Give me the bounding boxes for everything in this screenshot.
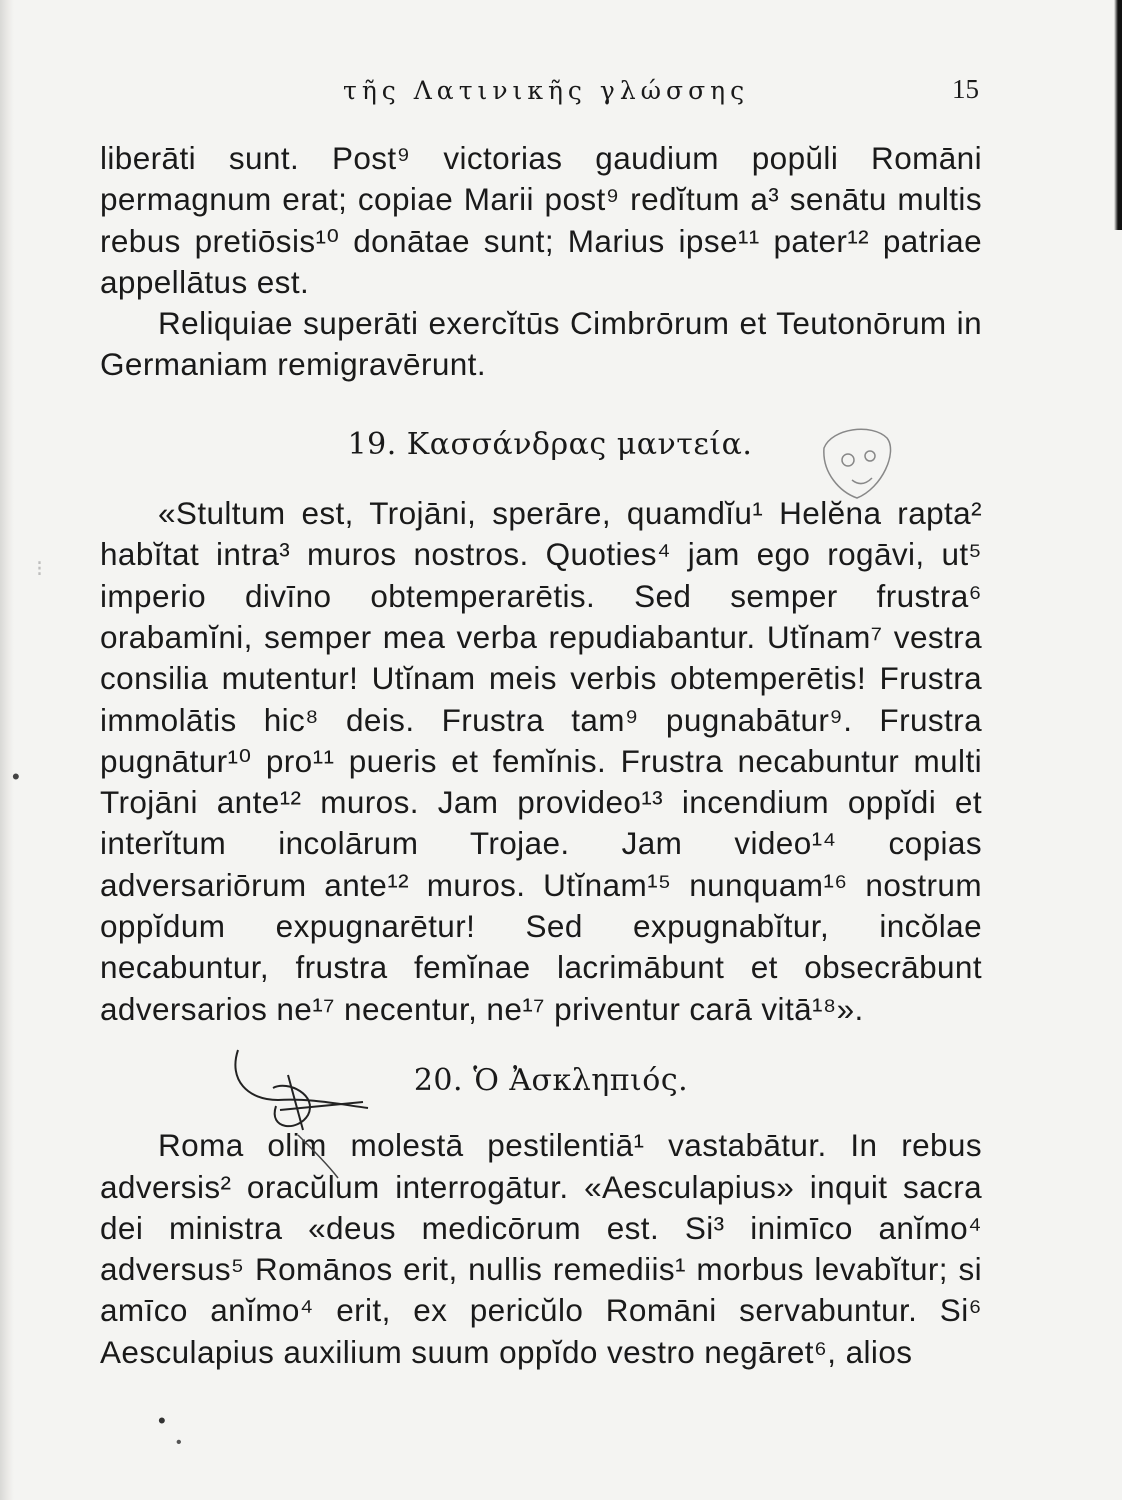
page-body bbox=[100, 138, 982, 1373]
section-19-title: 19. Κασσάνδρας μαντεία. bbox=[347, 426, 753, 462]
continuation-paragraph-2: Reliquiae superāti exercĭtūs Cimbrōrum et Teutonōrum in Germaniam remigravērunt. bbox=[100, 305, 982, 383]
left-margin-mark: • bbox=[12, 764, 20, 789]
page-right-shadow bbox=[1100, 0, 1122, 230]
running-title: τῆς Λατινικῆς γλώσσης bbox=[343, 76, 750, 105]
section-19-paragraph: «Stultum est, Trojāni, sperāre, quamdĭu¹ Helĕna rapta² habĭtat intra³ muros nostros. Quoties⁴ jam ego rogāvi, ut⁵ imperio divīno obtemperarētis. Sed semper frustra⁶ orabamĭni, semper mea verba repudiabantur. Utĭnam⁷ vestra consilia mutentur! Utĭnam meis verbis obtemperētis! Frustra immolātis hic⁸ deis. Frustra tam⁹ pugnabātur⁹. Frustra pugnātur¹⁰ pro¹¹ pueris et femĭnis. Frustra necabuntur multi Trojāni ante¹² muros. Jam provideo¹³ incendium oppĭdi et interĭtum incolārum Trojae. Jam video¹⁴ copias adversariōrum ante¹² muros. Utĭnam¹⁵ nunquam¹⁶ nostrum oppĭdum expugnarētur! Sed expugnabĭtur, incŏlae necabuntur, frustra femĭnae lacrimābunt et obsecrābunt adversarios ne¹⁷ necentur, ne¹⁷ priventur carā vitā¹⁸». bbox=[100, 495, 982, 1027]
section-20-paragraph: Roma olim molestā pestilentiā¹ vastabātur. In rebus adversis² oracŭlum interrogātur. «Aesculapius» inquit sacra dei ministra «deus medicōrum est. Si³ inimīco anĭmo⁴ adversus⁵ Romānos erit, nullis remediis¹ morbus levabĭtur; si amīco anĭmo⁴ erit, ex pericŭlo Romāni servabuntur. Si⁶ Aesculapius auxilium suum oppĭdo vestro negāret⁶, alios bbox=[100, 1127, 982, 1370]
bottom-margin-mark: • bbox=[158, 1408, 166, 1433]
section-20-title: 20. Ὁ Ἀσκληπιός. bbox=[413, 1062, 689, 1098]
left-margin-mark: ⁝ bbox=[36, 556, 43, 581]
continuation-paragraph-1: liberāti sunt. Post⁹ victorias gaudium popŭli Romāni permagnum erat; copiae Marii post⁹ redĭtum a³ senātu multis rebus pretiōsis¹⁰ donātae sunt; Marius ipse¹¹ pater¹² patriae appellātus est. bbox=[100, 140, 982, 300]
page-binding-edge bbox=[0, 0, 14, 1500]
page-number: 15 bbox=[952, 74, 979, 104]
page-header bbox=[0, 74, 1122, 110]
bottom-margin-mark: • bbox=[176, 1434, 182, 1451]
